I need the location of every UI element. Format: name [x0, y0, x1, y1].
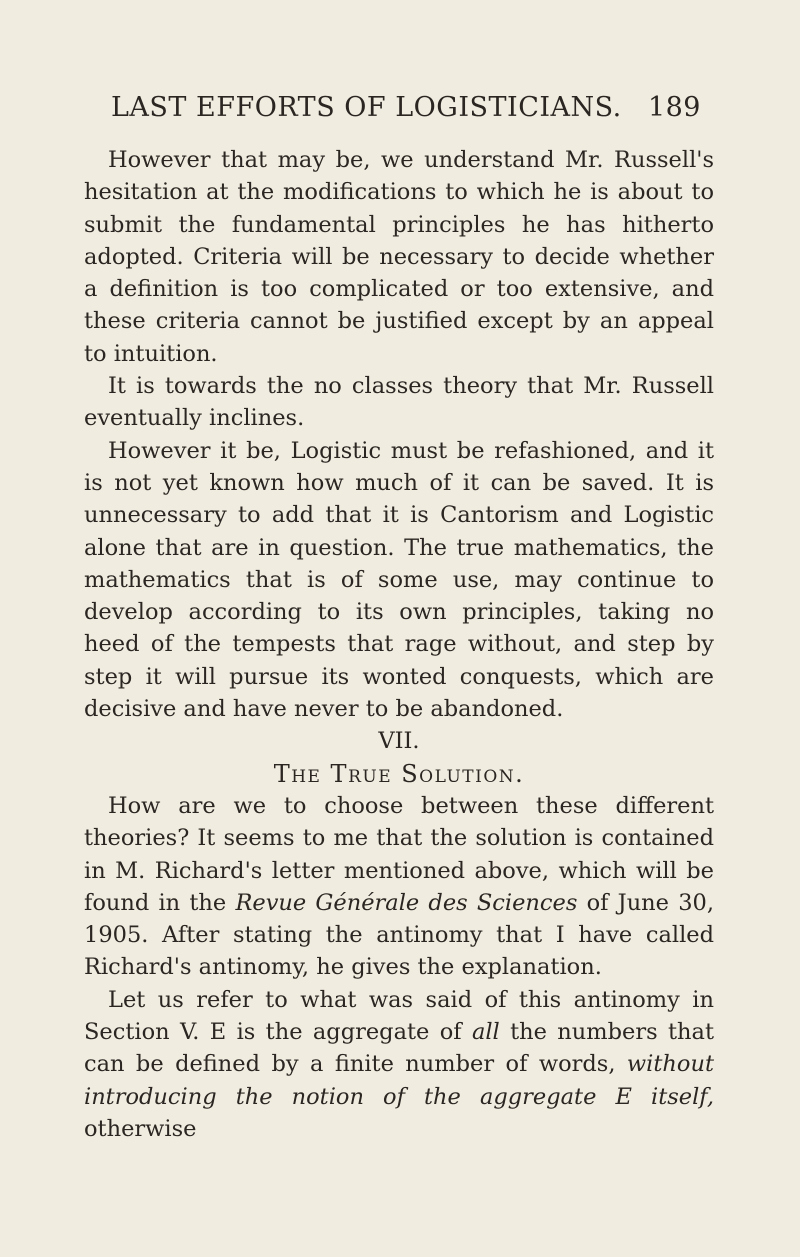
section-number: VII.: [378, 728, 420, 755]
page-number: 189: [647, 92, 701, 123]
running-title: LAST EFFORTS OF LOGISTICIANS.: [111, 92, 622, 123]
emphasis: without introducing the notion of the aggregate E itself,: [84, 1051, 714, 1110]
paragraph: [84, 790, 714, 984]
paragraph: However that may be, we understand Mr. Russell's hesitation at the modifications to which he is about to submit the fundamental principles he has hitherto adopted. Criteria will be necessary to decide whether a definition is too complicated or too extensive, and these criteria cannot be justified except by an appeal to intuition.: [84, 147, 714, 367]
paragraph: However it be, Logistic must be refashioned, and it is not yet known how much of it can be saved. It is unnecessary to add that it is Cantorism and Logistic alone that are in question. The true mathematics, the mathematics that is of some use, may continue to develop according to its own principles, taking no heed of the tempests that rage without, and step by step it will pursue its wonted conquests, which are decisive and have never to be abandoned.: [84, 437, 714, 723]
paragraph: [84, 984, 714, 1145]
body-text: [84, 144, 714, 1145]
section-title: The True Solution.: [273, 759, 525, 788]
text-run: of June 30, 1905. After stating the antinomy that I have called Richard's antinomy, he gives the explanation.: [84, 889, 714, 981]
text-run: the numbers that can be defined by a finite number of words,: [84, 1019, 714, 1078]
emphasis: all: [471, 1019, 500, 1046]
text-run: How are we to choose between these different theories? It seems to me that the solution is contained in M. Richard's letter mentioned above, which will be found in the: [84, 792, 714, 916]
running-header: [111, 92, 701, 123]
paragraph: It is towards the no classes theory that Mr. Russell eventually inclines.: [84, 373, 714, 432]
text-run: Let us refer to what was said of this antinomy in Section V. E is the aggregate of: [84, 986, 714, 1046]
journal-title: Revue Générale des Sciences: [235, 889, 578, 916]
text-run: otherwise: [84, 1115, 197, 1142]
